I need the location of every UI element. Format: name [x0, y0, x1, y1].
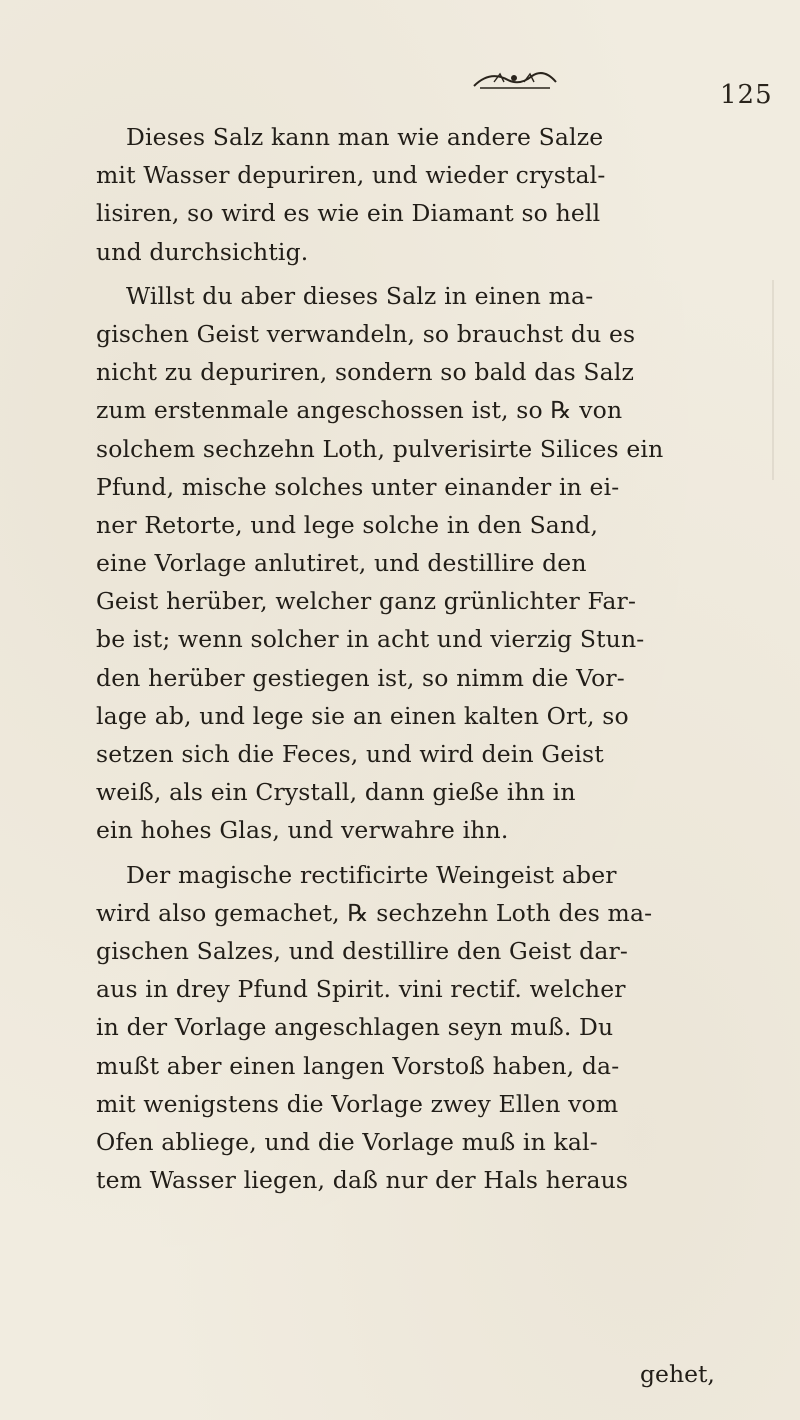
text-line: tem Wasser liegen, daß nur der Hals heraus [96, 1166, 629, 1195]
body-text [96, 118, 746, 1199]
text-line: gischen Geist verwandeln, so brauchst du es [96, 319, 636, 348]
text-line: setzen sich die Feces, und wird dein Geist [96, 740, 604, 768]
page-number: 125 [720, 80, 773, 110]
text-line: wird also gemachet, ℞ sechzehn Loth des ma- [96, 898, 653, 927]
text-line: Pfund, mische solches unter einander in ei- [96, 472, 620, 501]
text-line: nicht zu depuriren, sondern so bald das Salz [96, 358, 635, 387]
text-line: lage ab, und lege sie an einen kalten Ort, so [96, 701, 629, 730]
text-line: aus in drey Pfund Spirit. vini rectif. welcher [96, 975, 626, 1004]
text-line: ein hohes Glas, und verwahre ihn. [96, 816, 509, 845]
text-line: den herüber gestiegen ist, so nimm die Vor- [96, 663, 625, 692]
text-line: gischen Salzes, und destillire den Geist dar- [96, 936, 628, 965]
text-line: Der magische rectificirte Weingeist aber [126, 860, 617, 889]
text-line: mit wenigstens die Vorlage zwey Ellen vom [96, 1089, 619, 1118]
text-line: in der Vorlage angeschlagen seyn muß. Du [96, 1013, 614, 1042]
text-line: und durchsichtig. [96, 237, 309, 266]
text-line: solchem sechzehn Loth, pulverisirte Silices ein [96, 434, 664, 463]
paragraph-2 [96, 277, 746, 850]
paragraph-3 [96, 856, 746, 1200]
text-line: Ofen abliege, und die Vorlage muß in kal- [96, 1127, 598, 1156]
text-line: lisiren, so wird es wie ein Diamant so hell [96, 199, 601, 228]
text-line: Dieses Salz kann man wie andere Salze [126, 123, 604, 151]
text-line: zum erstenmale angeschossen ist, so ℞ von [96, 396, 623, 425]
text-line: be ist; wenn solcher in acht und vierzig Stun- [96, 625, 645, 654]
text-line: weiß, als ein Crystall, dann gieße ihn in [96, 778, 576, 807]
text-line: mit Wasser depuriren, und wieder crystal- [96, 161, 606, 190]
text-line: ner Retorte, und lege solche in den Sand, [96, 510, 599, 539]
text-line: mußt aber einen langen Vorstoß haben, da- [96, 1051, 620, 1080]
text-line: Geist herüber, welcher ganz grünlichter Far- [96, 587, 637, 616]
text-line: eine Vorlage anlutiret, und destillire den [96, 549, 587, 578]
catchword: gehet, [640, 1360, 715, 1388]
page-edge-shadow [772, 280, 774, 480]
printer-ornament-icon [470, 66, 560, 92]
paragraph-1 [96, 118, 746, 271]
text-line: Willst du aber dieses Salz in einen ma- [126, 281, 594, 310]
